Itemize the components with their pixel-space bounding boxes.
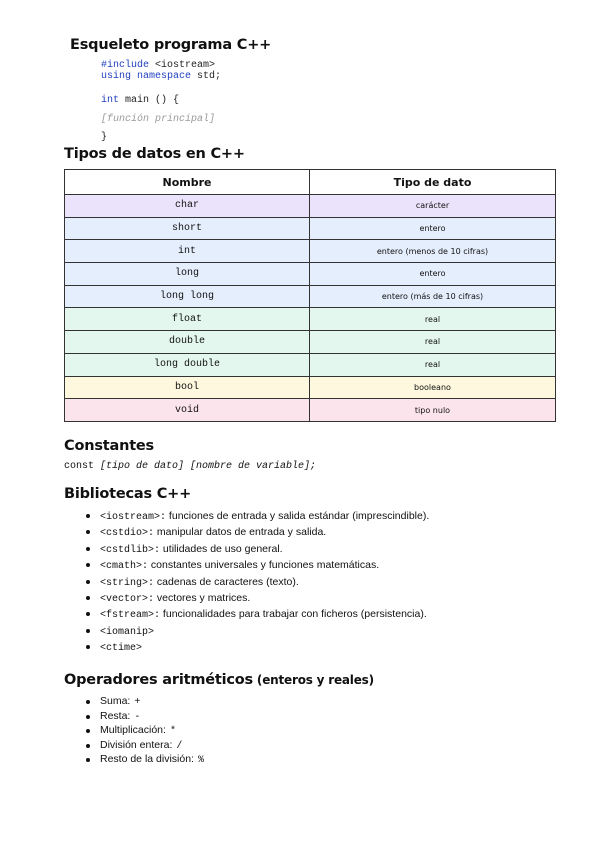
list-item [82, 541, 429, 557]
operator-label: Suma: [100, 695, 131, 707]
operator-symbol: / [176, 740, 183, 752]
type-desc-cell: entero (más de 10 cifras) [310, 285, 556, 308]
library-header: <fstream>: [100, 610, 161, 622]
operator-symbol: + [134, 697, 141, 708]
list-item [82, 752, 204, 767]
library-description: funcionalidades para trabajar con ficheros (persistencia). [160, 608, 427, 621]
library-description: vectores y matrices. [154, 591, 251, 604]
type-desc-cell: entero [310, 217, 556, 240]
const-syntax-rest: [tipo de dato] [nombre de variable]; [94, 461, 317, 472]
code-using-line [101, 71, 221, 82]
bullet-icon [86, 563, 90, 567]
operator-symbol: * [169, 726, 176, 738]
list-item [82, 709, 204, 724]
bullet-icon [86, 547, 90, 551]
bullet-icon [86, 530, 90, 534]
table-row [65, 217, 556, 240]
library-description: constantes universales y funciones matemáticas. [148, 559, 380, 572]
type-name-cell: short [65, 217, 310, 240]
bullet-icon [86, 744, 90, 748]
type-name-cell: double [65, 331, 310, 354]
list-item [82, 639, 429, 655]
bullet-icon [86, 514, 90, 518]
library-header: <iostream>: [100, 512, 167, 523]
table-row [65, 353, 556, 376]
library-header: <cmath>: [100, 561, 149, 573]
type-name-cell: long long [65, 285, 310, 308]
list-item [82, 508, 429, 524]
type-desc-cell: booleano [310, 376, 556, 399]
code-body-comment: [función principal] [101, 114, 216, 125]
library-header: <iomanip> [100, 626, 155, 638]
type-name-cell: float [65, 308, 310, 331]
table-row [65, 195, 556, 218]
list-item [82, 723, 204, 738]
table-row [65, 399, 556, 422]
operator-label: Resta: [100, 709, 131, 722]
type-desc-cell: real [310, 308, 556, 331]
list-item [82, 524, 429, 540]
data-types-table [64, 169, 556, 422]
library-header: <cstdio>: [100, 528, 155, 540]
type-name-cell: void [65, 399, 310, 422]
header-type: Tipo de dato [310, 170, 556, 195]
operator-symbol: - [134, 711, 141, 723]
library-header: <vector>: [100, 593, 155, 605]
bullet-icon [86, 645, 90, 649]
library-header: <string>: [100, 577, 155, 589]
types-title: Tipos de datos en C++ [64, 146, 245, 162]
library-header: <ctime> [100, 643, 143, 655]
type-name-cell: long [65, 263, 310, 286]
list-item [82, 557, 429, 573]
operators-title [64, 672, 374, 688]
bullet-icon [86, 629, 90, 633]
operator-label: División entera: [100, 738, 173, 751]
using-keyword: using namespace [101, 71, 192, 82]
list-item [82, 590, 429, 606]
type-name-cell: bool [65, 376, 310, 399]
libraries-list [82, 508, 429, 656]
library-description: cadenas de caracteres (texto). [154, 575, 299, 588]
list-item [82, 738, 204, 753]
type-name-cell: long double [65, 353, 310, 376]
bullet-icon [86, 596, 90, 600]
bullet-icon [86, 700, 90, 704]
type-desc-cell: real [310, 353, 556, 376]
type-desc-cell: entero [310, 263, 556, 286]
library-description: utilidades de uso general. [160, 542, 283, 555]
type-desc-cell: tipo nulo [310, 399, 556, 422]
bullet-icon [86, 729, 90, 733]
constants-title: Constantes [64, 438, 154, 454]
table-row [65, 308, 556, 331]
code-main-line [101, 95, 179, 106]
operator-symbol: % [197, 755, 204, 767]
list-item [82, 606, 429, 622]
list-item [82, 694, 204, 709]
skeleton-title: Esqueleto programa C++ [70, 37, 272, 53]
libraries-title: Bibliotecas C++ [64, 486, 192, 502]
type-desc-cell: carácter [310, 195, 556, 218]
library-description: manipular datos de entrada y salida. [154, 526, 327, 539]
operators-list [82, 694, 204, 767]
int-keyword: int [101, 95, 120, 106]
table-body [65, 195, 556, 422]
library-header: <cstdlib>: [100, 544, 161, 556]
table-row [65, 331, 556, 354]
constants-syntax [64, 461, 316, 472]
const-keyword: const [64, 461, 95, 472]
bullet-icon [86, 758, 90, 762]
type-name-cell: char [65, 195, 310, 218]
include-lib: <iostream> [149, 60, 216, 71]
list-item [82, 623, 429, 639]
type-name-cell: int [65, 240, 310, 263]
code-include-line [101, 60, 215, 71]
list-item [82, 574, 429, 590]
bullet-icon [86, 580, 90, 584]
operator-label: Resto de la división: [100, 753, 194, 766]
operator-label: Multiplicación: [100, 724, 166, 737]
header-name: Nombre [65, 170, 310, 195]
library-description: funciones de entrada y salida estándar (imprescindible). [166, 510, 430, 522]
code-closing-brace: } [101, 132, 108, 143]
type-desc-cell: real [310, 331, 556, 354]
table-row [65, 376, 556, 399]
table-row [65, 240, 556, 263]
bullet-icon [86, 715, 90, 719]
table-header-row [65, 170, 556, 195]
bullet-icon [86, 612, 90, 616]
operators-title-main: Operadores aritméticos [64, 672, 253, 688]
main-rest: main () { [119, 95, 180, 106]
table-row [65, 263, 556, 286]
include-keyword: #include [101, 60, 150, 71]
operators-subtitle: (enteros y reales) [252, 673, 374, 687]
table-row [65, 285, 556, 308]
using-rest: std; [191, 71, 222, 82]
type-desc-cell: entero (menos de 10 cifras) [310, 240, 556, 263]
